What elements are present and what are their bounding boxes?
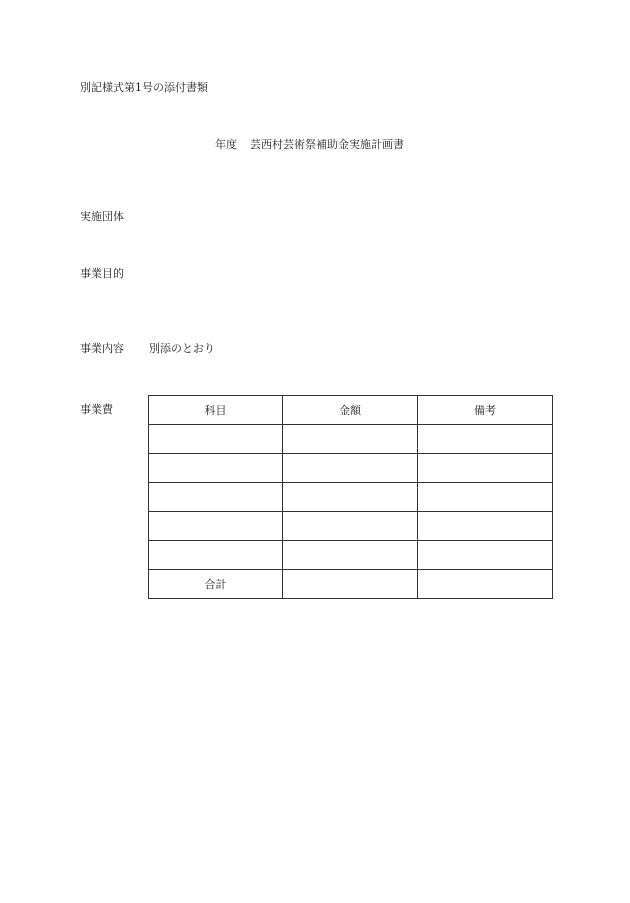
table-cell [418, 512, 553, 541]
table-row [149, 483, 553, 512]
content-label: 事業内容 [80, 342, 124, 355]
table-row [149, 454, 553, 483]
table-cell [418, 541, 553, 570]
purpose-label: 事業目的 [80, 267, 124, 280]
header-amount: 金額 [283, 396, 418, 425]
total-label: 合計 [149, 570, 283, 599]
table-cell [149, 541, 283, 570]
table-header-row [149, 396, 553, 425]
cost-label: 事業費 [80, 403, 113, 416]
table-cell [149, 425, 283, 454]
header-note: 別記様式第1号の添付書類 [80, 81, 208, 94]
table-cell [418, 425, 553, 454]
total-remarks-cell [418, 570, 553, 599]
table-cell [283, 425, 418, 454]
title-year: 年度 [215, 138, 237, 151]
cost-table [148, 395, 553, 599]
table-cell [283, 541, 418, 570]
total-amount-cell [283, 570, 418, 599]
table-cell [283, 454, 418, 483]
table-cell [283, 483, 418, 512]
header-remarks: 備考 [418, 396, 553, 425]
organization-label: 実施団体 [80, 210, 124, 223]
table-row [149, 425, 553, 454]
content-value: 別添のとおり [149, 342, 215, 355]
document-title [215, 138, 404, 152]
table-cell [418, 454, 553, 483]
table-cell [149, 454, 283, 483]
header-subject: 科目 [149, 396, 283, 425]
table-cell [149, 483, 283, 512]
table-row [149, 541, 553, 570]
title-name: 芸西村芸術祭補助金実施計画書 [250, 138, 404, 151]
table-cell [149, 512, 283, 541]
table-cell [283, 512, 418, 541]
table-total-row [149, 570, 553, 599]
table-row [149, 512, 553, 541]
table-cell [418, 483, 553, 512]
